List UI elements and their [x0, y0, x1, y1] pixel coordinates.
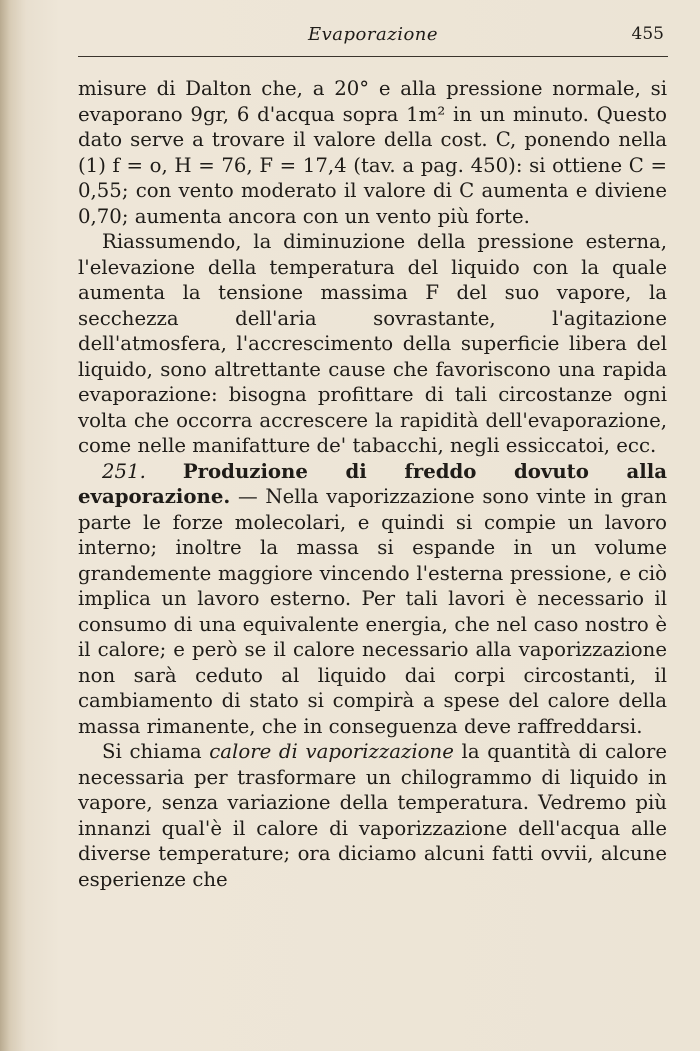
page-number: 455	[631, 24, 664, 44]
section-number: 251.	[102, 459, 146, 483]
running-title: Evaporazione	[307, 24, 439, 45]
paragraph-dalton-measures: misure di Dalton che, a 20° e alla pressione normale, si evaporano 9gr, 6 d'acqua sopra 1m² in un minuto. Questo dato serve a trovare il valore della cost. C, ponendo nella (1) f = o, H = 76, F = 17,4 (tav. a pag. 450): si ottiene C = 0,55; con vento moderato il valore di C aumenta e diviene 0,70; aumenta ancora con un vento più forte.	[78, 77, 667, 228]
section-251	[78, 459, 667, 740]
paragraph-heat-of-vaporization	[78, 739, 667, 892]
body-text	[78, 76, 667, 892]
paragraph-summary: Riassumendo, la diminuzione della pressione esterna, l'elevazione della temperatura del liquido con la quale aumenta la tensione massima F del suo vapore, la secchezza dell'aria sovrastante, l'agitazione dell'atmosfera, l'accrescimento della superficie libera del liquido, sono altrettante cause che favoriscono una rapida evaporazione: bisogna profittare di tali circostanze ogni volta che occorra accrescere la rapidità dell'evaporazione, come nelle manifatture de' tabacchi, negli essiccatoi, ecc.	[78, 230, 667, 457]
paragraph-text: la quantità di calore necessaria per trasformare un chilogrammo di liquido in vapore, senza variazione della temperatura. Vedremo più innanzi qual'è il calore di vaporizzazione dell'acqua alle diverse temperature; ora diciamo alcuni fatti ovvii, alcune esperienze che	[78, 740, 667, 891]
paragraph-lead: Si chiama	[102, 740, 202, 763]
page-header	[78, 22, 668, 57]
section-title: Produzione di freddo dovuto alla evaporazione.	[78, 459, 667, 508]
defined-term: calore di vaporizzazione	[209, 740, 454, 763]
section-text: — Nella vaporizzazione sono vinte in gran parte le forze molecolari, e quindi si compie un lavoro interno; inoltre la massa si espande in un volume grandemente maggiore vincendo l'esterna pressione, e ciò implica un lavoro esterno. Per tali lavori è necessario il consumo di una equivalente energia, che nel caso nostro è il calore; e però se il calore necessario alla vaporizzazione non sarà ceduto al liquido dai corpi circostanti, il cambiamento di stato si compirà a spese del calore della massa rimanente, che in conseguenza deve raffreddarsi.	[78, 485, 668, 738]
